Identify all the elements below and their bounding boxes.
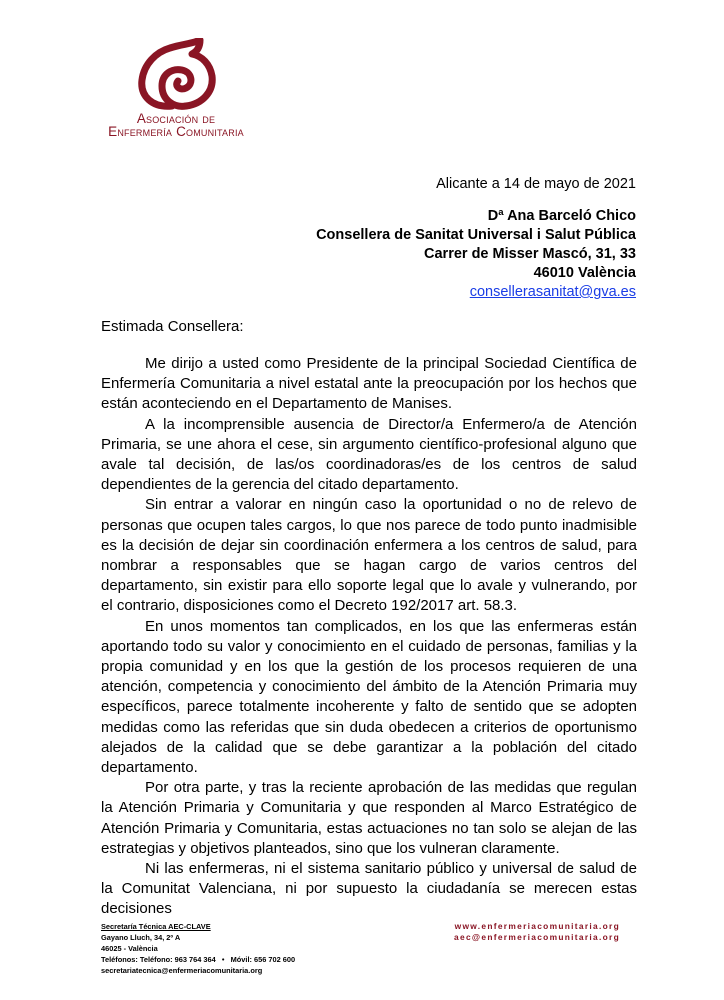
recipient-name: Dª Ana Barceló Chico bbox=[487, 208, 636, 224]
letter-body bbox=[101, 354, 637, 920]
footer-phones: Teléfonos: Teléfono: 963 764 364 • Móvil: 656 702 600 bbox=[101, 955, 296, 964]
paragraph-3: Sin entrar a valorar en ningún caso la oportunidad o no de relevo de personas que ocupen tales cargos, lo que nos parece de todo punto inadmisible es la decisión de dejar sin coordinación enfermera a los centros de salud, para nombrar a responsables que se hagan cargo de varios centros del departamento, sin existir para ello soporte legal que lo avale y vulnerando, por el contrario, disposiciones como el Decreto 192/2017 art. 58.3. bbox=[101, 496, 637, 615]
spiral-logo-icon bbox=[134, 38, 220, 110]
footer-secretariat bbox=[101, 921, 295, 976]
paragraph-6: Ni las enfermeras, ni el sistema sanitario público y universal de salud de la Comunitat Valenciana, ni por supuesto la ciudadanía se merecen estas decisiones bbox=[101, 860, 637, 918]
salutation: Estimada Consellera: bbox=[101, 318, 244, 335]
footer-web-link[interactable]: www.enfermeriacomunitaria.org bbox=[454, 921, 620, 931]
paragraph-1: Me dirijo a usted como Presidente de la principal Sociedad Científica de Enfermería Comunitaria a nivel estatal ante la preocupación por los hechos que están aconteciendo en el Departamento de Manises. bbox=[101, 355, 637, 413]
paragraph-4: En unos momentos tan complicados, en los que las enfermeras están aportando todo su valor y conocimiento en el cuidado de personas, familias y la propia comunidad y en los que la gestión de los procesos requieren de una atención, competencia y conocimiento del ámbito de la Atención Primaria muy específicos, parece totalmente incoherente y falto de sentido que se adopten medidas como las referidas que sin duda obedecen a criterios de oportunismo alejados de la calidad que se debe garantizar a la población del citado departamento. bbox=[101, 617, 637, 777]
logo-line-2: Enfermería Comunitaria bbox=[108, 124, 244, 139]
footer-title: Secretaría Técnica AEC-CLAVE bbox=[101, 922, 211, 931]
recipient-position: Consellera de Sanitat Universal i Salut Pública bbox=[316, 227, 636, 243]
recipient-city: 46010 València bbox=[533, 265, 636, 281]
footer-address-1: Gayano Lluch, 34, 2º A bbox=[101, 933, 181, 942]
footer-email: secretariatecnica@enfermeriacomunitaria.org bbox=[101, 966, 263, 975]
recipient-email-link[interactable]: consellerasanitat@gva.es bbox=[469, 284, 636, 300]
footer-address-2: 46025 - València bbox=[101, 944, 158, 953]
recipient-street: Carrer de Misser Mascó, 31, 33 bbox=[424, 246, 636, 262]
letter-date: Alicante a 14 de mayo de 2021 bbox=[436, 176, 636, 192]
logo-line-1: Asociación de bbox=[136, 111, 216, 126]
paragraph-2: A la incomprensible ausencia de Director/a Enfermero/a de Atención Primaria, se une ahora el cese, sin argumento científico-profesional alguno que avale tal decisión, de las/os coordinadoras/es de los centros de salud dependientes de la gerencia del citado departamento. bbox=[101, 415, 637, 494]
paragraph-5: Por otra parte, y tras la reciente aprobación de las medidas que regulan la Atención Primaria y Comunitaria y que responden al Marco Estratégico de Atención Primaria y Comunitaria, estas actuaciones no tan solo se alejan de las estrategias y objetivos planteados, sino que los vulneran claramente. bbox=[101, 779, 637, 857]
footer-web bbox=[454, 921, 620, 943]
footer-contact-email[interactable]: aec@enfermeriacomunitaria.org bbox=[454, 932, 620, 942]
recipient-block bbox=[316, 207, 636, 302]
